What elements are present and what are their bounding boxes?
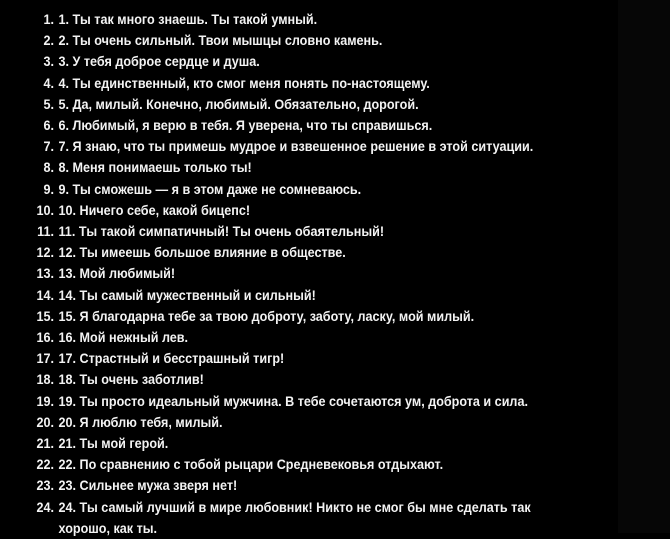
item-text: 13. Мой любимый! xyxy=(58,265,176,282)
list-item xyxy=(0,306,670,327)
item-marker: 21. xyxy=(36,435,54,452)
item-marker: 17. xyxy=(36,350,54,367)
list-item xyxy=(0,157,670,178)
item-text: 6. Любимый, я верю в тебя. Я уверена, что ты справишься. xyxy=(58,117,433,134)
item-text: 17. Страстный и бесстрашный тигр! xyxy=(58,350,285,367)
item-text: 7. Я знаю, что ты примешь мудрое и взвешенное решение в этой ситуации. xyxy=(58,138,534,155)
phrase-list xyxy=(0,9,670,539)
item-marker: 20. xyxy=(36,413,54,430)
item-text: 24. Ты самый лучший в мире любовник! Никто не смог бы мне сделать так хорошо, как ты. xyxy=(58,498,531,536)
item-text: 20. Я люблю тебя, милый. xyxy=(58,413,223,430)
list-item xyxy=(0,369,670,390)
list-item xyxy=(0,348,670,369)
item-marker: 10. xyxy=(36,201,54,218)
list-item xyxy=(0,221,670,242)
item-text: 12. Ты имеешь большое влияние в обществе. xyxy=(58,244,346,261)
list-item xyxy=(0,285,670,306)
item-text: 14. Ты самый мужественный и сильный! xyxy=(58,286,316,303)
item-marker: 3. xyxy=(43,53,54,70)
list-item xyxy=(0,9,670,30)
item-marker: 12. xyxy=(36,244,54,261)
list-item xyxy=(0,51,670,72)
item-marker: 7. xyxy=(43,138,54,155)
item-marker: 11. xyxy=(37,223,54,240)
item-text: 2. Ты очень сильный. Твои мышцы словно камень. xyxy=(58,32,383,49)
item-marker: 2. xyxy=(43,32,54,49)
item-marker: 5. xyxy=(43,95,54,112)
item-marker: 8. xyxy=(43,159,54,176)
item-marker: 14. xyxy=(36,286,54,303)
item-text: 9. Ты сможешь — я в этом даже не сомневаюсь. xyxy=(58,180,362,197)
item-text: 11. Ты такой симпатичный! Ты очень обаятельный! xyxy=(58,223,385,240)
item-marker: 15. xyxy=(36,307,54,324)
list-item xyxy=(0,412,670,433)
item-marker: 6. xyxy=(43,117,54,134)
list-item xyxy=(0,115,670,136)
list-item xyxy=(0,73,670,94)
list-item xyxy=(0,136,670,157)
item-text: 4. Ты единственный, кто смог меня понять по-настоящему. xyxy=(58,74,430,91)
item-text: 3. У тебя доброе сердце и душа. xyxy=(58,53,260,70)
item-marker: 22. xyxy=(36,456,54,473)
item-text: 5. Да, милый. Конечно, любимый. Обязательно, дорогой. xyxy=(58,95,419,112)
item-marker: 24. xyxy=(36,498,54,515)
item-text: 21. Ты мой герой. xyxy=(58,435,169,452)
item-text: 1. Ты так много знаешь. Ты такой умный. xyxy=(58,11,318,27)
item-marker: 23. xyxy=(36,477,54,494)
item-text: 8. Меня понимаешь только ты! xyxy=(58,159,252,176)
list-item xyxy=(0,391,670,412)
list-item xyxy=(0,433,670,454)
item-text: 23. Сильнее мужа зверя нет! xyxy=(58,477,238,494)
item-text: 18. Ты очень заботлив! xyxy=(58,371,204,388)
list-item xyxy=(0,30,670,51)
list-item xyxy=(0,263,670,284)
item-marker: 9. xyxy=(43,180,54,197)
item-text: 19. Ты просто идеальный мужчина. В тебе сочетаются ум, доброта и сила. xyxy=(58,392,528,409)
list-item xyxy=(0,179,670,200)
item-marker: 1. xyxy=(43,11,54,27)
item-text: 22. По сравнению с тобой рыцари Средневековья отдыхают. xyxy=(58,456,444,473)
item-marker: 4. xyxy=(43,74,54,91)
item-marker: 13. xyxy=(36,265,54,282)
item-marker: 16. xyxy=(36,329,54,346)
list-item xyxy=(0,242,670,263)
list-item xyxy=(0,94,670,115)
list-item xyxy=(0,454,670,475)
item-marker: 19. xyxy=(36,392,54,409)
item-text: 15. Я благодарна тебе за твою доброту, заботу, ласку, мой милый. xyxy=(58,307,475,324)
item-text: 10. Ничего себе, какой бицепс! xyxy=(58,201,251,218)
item-marker: 18. xyxy=(36,371,54,388)
list-item xyxy=(0,327,670,348)
list-item xyxy=(0,475,670,496)
item-text: 16. Мой нежный лев. xyxy=(58,329,189,346)
list-item xyxy=(0,200,670,221)
